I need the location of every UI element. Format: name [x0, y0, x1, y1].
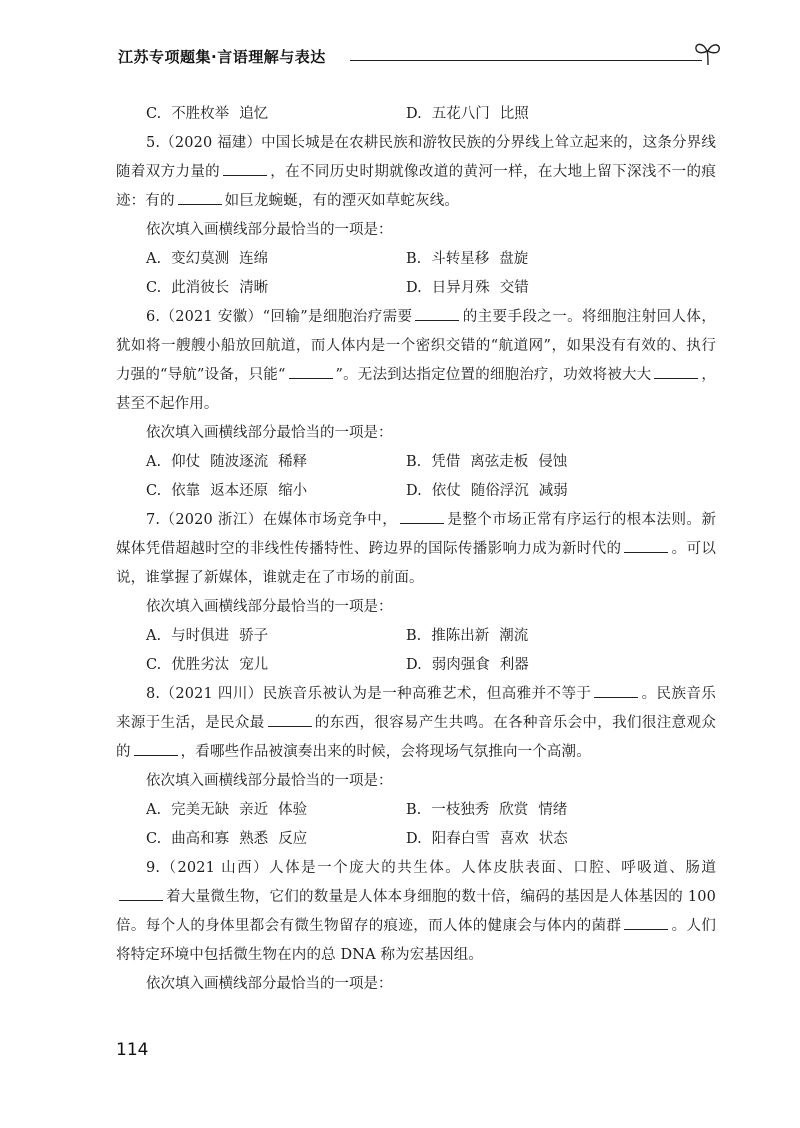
blank: [415, 308, 459, 321]
option-a[interactable]: A. 变幻莫测 连绵: [146, 251, 269, 267]
option-b[interactable]: B. 凭借 离弦走板 侵蚀: [406, 454, 568, 470]
blank: [178, 192, 222, 205]
blank: [134, 743, 178, 756]
question-8-options: [146, 796, 716, 854]
option-c[interactable]: C. 不胜枚举 追忆: [146, 106, 269, 122]
question-prompt: 依次填入画横线部分最恰当的一项是：: [146, 599, 393, 615]
option-d[interactable]: D. 五花八门 比照: [406, 106, 529, 122]
question-5: 5.（2020 福建）中国长城是在农耕民族和游牧民族的分界线上耸立起来的，这条分界线随着双方力量的 ，在不同历史时期就像改道的黄河一样，在大地上留下深浅不一的痕迹：有的 如巨龙蜿蜒，有的湮灭如草蛇灰线。: [116, 135, 716, 209]
option-b[interactable]: B. 推陈出新 潮流: [406, 628, 529, 644]
option-d[interactable]: D. 阳春白雪 喜欢 状态: [406, 831, 568, 847]
sprout-icon: [693, 38, 723, 68]
blank: [119, 888, 163, 901]
header-rule: [350, 60, 702, 61]
question-prompt: 依次填入画横线部分最恰当的一项是：: [146, 976, 393, 992]
question-8: 8.（2021 四川）民族音乐被认为是一种高雅艺术，但高雅并不等于 。民族音乐来源于生活，是民众最 的东西，很容易产生共鸣。在各种音乐会中，我们很注意观众的 ，看哪些作品被演奏出来的时候，会将现场气氛推向一个高潮。: [116, 686, 717, 760]
blank: [223, 163, 267, 176]
question-prompt: 依次填入画横线部分最恰当的一项是：: [146, 222, 393, 238]
option-b[interactable]: B. 斗转星移 盘旋: [406, 251, 529, 267]
option-b[interactable]: B. 一枝独秀 欣赏 情绪: [406, 802, 568, 818]
page-content: [116, 100, 716, 999]
book-title: 江苏专项题集·言语理解与表达: [118, 48, 326, 66]
blank: [654, 366, 698, 379]
question-prompt: 依次填入画横线部分最恰当的一项是：: [146, 773, 393, 789]
option-c[interactable]: C. 此消彼长 清晰: [146, 280, 269, 296]
blank: [400, 511, 444, 524]
question-7: 7.（2020 浙江）在媒体市场竞争中， 是整个市场正常有序运行的根本法则。新媒体凭借超越时空的非线性传播特性、跨边界的国际传播影响力成为新时代的 。可以说，谁掌握了新媒体，谁就走在了市场的前面。: [116, 512, 716, 586]
option-a[interactable]: A. 完美无缺 亲近 体验: [146, 802, 308, 818]
option-d[interactable]: D. 依仗 随俗浮沉 减弱: [406, 483, 568, 499]
blank: [594, 685, 638, 698]
blank: [289, 366, 333, 379]
option-d[interactable]: D. 日异月殊 交错: [406, 280, 529, 296]
option-a[interactable]: A. 与时俱进 骄子: [146, 628, 269, 644]
blank: [624, 917, 668, 930]
option-c[interactable]: C. 依靠 返本还原 缩小: [146, 483, 308, 499]
blank: [268, 714, 312, 727]
question-5-options: [146, 245, 716, 303]
question-prompt: 依次填入画横线部分最恰当的一项是：: [146, 425, 393, 441]
option-c[interactable]: C. 曲高和寡 熟悉 反应: [146, 831, 308, 847]
question-9: 9.（2021 山西）人体是一个庞大的共生体。人体皮肤表面、口腔、呼吸道、肠道着大量微生物，它们的数量是人体本身细胞的数十倍，编码的基因是人体基因的 100 倍。每个人的身体里都会有微生物留存的痕迹，而人体的健康会与体内的菌群 。人们将特定环境中包括微生物在内的总 DNA 称为宏基因组。: [116, 860, 716, 963]
blank: [624, 540, 668, 553]
question-6: 6.（2021 安徽）“回输”是细胞治疗需要 的主要手段之一。将细胞注射回人体，犹如将一艘艘小船放回航道，而人体内是一个密织交错的“航道网”，如果没有有效的、执行力强的“导航”设备，只能“ ”。无法到达指定位置的细胞治疗，功效将被大大 ，甚至不起作用。: [116, 309, 716, 412]
question-7-options: [146, 622, 716, 680]
option-c[interactable]: C. 优胜劣汰 宠儿: [146, 657, 269, 673]
page-number: 114: [116, 1040, 149, 1060]
option-d[interactable]: D. 弱肉强食 利器: [406, 657, 529, 673]
running-header: [0, 38, 800, 78]
previous-question-options: [146, 100, 716, 129]
question-6-options: [146, 448, 716, 506]
option-a[interactable]: A. 仰仗 随波逐流 稀释: [146, 454, 308, 470]
